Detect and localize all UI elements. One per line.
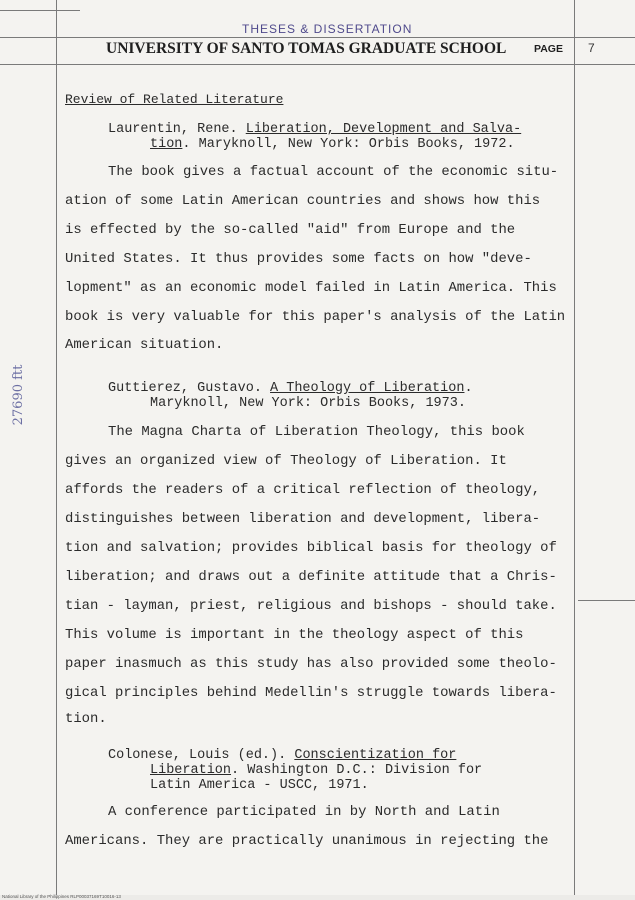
right-edge-rule [578, 600, 635, 601]
citation-laurentin [108, 122, 521, 152]
body-line: The book gives a factual account of the economic situ- [108, 164, 559, 180]
body-line: is effected by the so-called "aid" from Europe and the [65, 222, 516, 238]
body-line: distinguishes between liberation and development, libera- [65, 511, 541, 527]
section-heading: Review of Related Literature [65, 92, 284, 107]
citation-colonese [108, 748, 482, 793]
scan-footer: National Library of the Philippines RLP00037169T10016-13 [2, 894, 121, 899]
citation-title: Conscientization for [294, 748, 457, 763]
citation-title: Liberation, Development and Salva- [245, 122, 522, 137]
body-line: paper inasmuch as this study has also provided some theolo- [65, 656, 557, 672]
citation-publisher: . Washington D.C.: Division for [231, 763, 483, 778]
university-header: UNIVERSITY OF SANTO TOMAS GRADUATE SCHOOL [106, 40, 507, 57]
body-line: book is very valuable for this paper's analysis of the Latin [65, 309, 566, 325]
citation-publisher: Maryknoll, New York: Orbis Books, 1973. [150, 396, 466, 411]
page-number: 7 [588, 41, 595, 55]
body-line: liberation; and draws out a definite attitude that a Chris- [65, 569, 557, 585]
theses-stamp: THESES & DISSERTATION [242, 22, 413, 36]
citation-author: Guttierez, Gustavo. [108, 381, 271, 396]
body-line: tion. [65, 711, 107, 727]
body-line: gives an organized view of Theology of Liberation. It [65, 453, 507, 469]
citation-title: A Theology of Liberation [270, 381, 465, 396]
header-bottom-rule [0, 64, 635, 65]
citation-publisher-cont: Latin America - USCC, 1971. [150, 778, 369, 793]
citation-publisher: . Maryknoll, New York: Orbis Books, 1972. [182, 137, 515, 152]
page-label: PAGE [534, 43, 563, 55]
body-line: This volume is important in the theology aspect of this [65, 627, 524, 643]
handwritten-margin-note: 27690 ftt [10, 364, 26, 426]
body-line: tian - layman, priest, religious and bishops - should take. [65, 598, 557, 614]
citation-title-cont: tion [150, 137, 183, 152]
citation-punct: . [464, 381, 473, 396]
citation-guttierez [108, 381, 473, 411]
left-margin-rule [56, 0, 57, 895]
body-line: lopment" as an economic model failed in Latin America. This [65, 280, 557, 296]
header-top-rule [0, 37, 635, 38]
corner-rule [0, 10, 80, 11]
body-line: tion and salvation; provides biblical basis for theology of [65, 540, 557, 556]
body-line: gical principles behind Medellin's struggle towards libera- [65, 685, 557, 701]
body-line: United States. It thus provides some facts on how "deve- [65, 251, 532, 267]
body-line: A conference participated in by North and Latin [108, 804, 500, 820]
body-line: American situation. [65, 337, 224, 353]
citation-title-cont: Liberation [150, 763, 232, 778]
body-line: affords the readers of a critical reflection of theology, [65, 482, 541, 498]
body-line: Americans. They are practically unanimous in rejecting the [65, 833, 549, 849]
body-line: ation of some Latin American countries and shows how this [65, 193, 541, 209]
right-margin-rule [574, 0, 575, 895]
citation-author: Colonese, Louis (ed.). [108, 748, 295, 763]
citation-author: Laurentin, Rene. [108, 122, 246, 137]
body-line: The Magna Charta of Liberation Theology, this book [108, 424, 525, 440]
